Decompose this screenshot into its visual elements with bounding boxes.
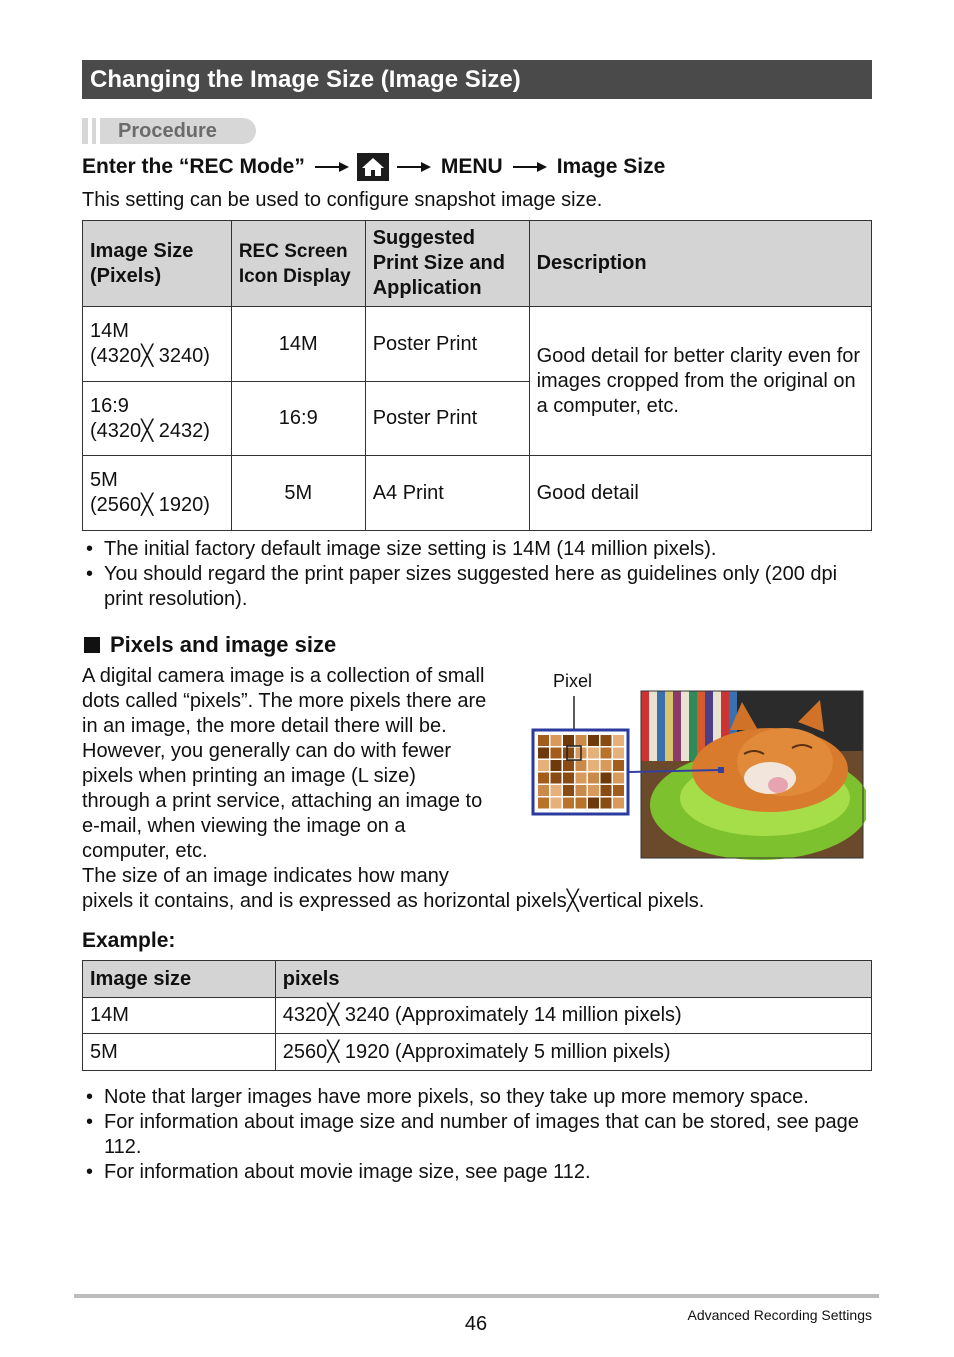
pixel-square (613, 760, 624, 771)
section-title: Pixels and image size (110, 632, 337, 657)
pixel-square (613, 735, 624, 746)
paragraph-line: in an image, the more detail there will be. (82, 715, 447, 737)
pixel-square (576, 773, 587, 784)
icon-cell: 5M (231, 456, 365, 531)
footer-divider (74, 1294, 879, 1298)
pixel-square (588, 798, 599, 809)
list-item: • You should regard the print paper sizes suggested here as guidelines only (200 dpi print resolution). (82, 562, 872, 612)
list-item: • For information about movie image size, see page 112. (82, 1160, 872, 1185)
print-cell: Poster Print (365, 307, 529, 382)
step-target-text: Image Size (556, 155, 666, 178)
pixel-square (538, 760, 549, 771)
pixel-square (538, 798, 549, 809)
pixel-square (576, 735, 587, 746)
size-cell (83, 307, 232, 382)
size-value: 14M (90, 320, 129, 342)
pixel-square (563, 748, 574, 759)
paragraph-line: dots called “pixels”. The more pixels there are (82, 690, 487, 712)
notes-list (82, 537, 872, 612)
menu-path (82, 153, 665, 181)
pixel-square (588, 748, 599, 759)
table-header-row (83, 221, 872, 307)
size-value: 5M (90, 469, 118, 491)
page-title: Changing the Image Size (Image Size) (82, 60, 872, 99)
pixel-square (551, 785, 562, 796)
pixel-square (538, 773, 549, 784)
pixel-illustration (530, 690, 866, 860)
table-cell: 4320╳ 3240 (Approximately 14 million pixels) (275, 998, 871, 1034)
list-item: • Note that larger images have more pixels, so they take up more memory space. (82, 1085, 872, 1110)
paragraph-line: pixels it contains, and is expressed as horizontal pixels╳vertical pixels. (82, 890, 705, 912)
pixel-square (613, 748, 624, 759)
page-number: 46 (464, 1313, 488, 1335)
icon-cell: 14M (231, 307, 365, 382)
arrow-right-icon (513, 161, 547, 173)
pixel-label: Pixel (553, 671, 593, 691)
list-item: • The initial factory default image size setting is 14M (14 million pixels). (82, 537, 872, 562)
pixel-square (551, 773, 562, 784)
pixel-value: (2560╳ 1920) (90, 494, 210, 516)
table-row (83, 307, 872, 382)
pixel-square (588, 735, 599, 746)
procedure-label: Procedure (118, 120, 217, 142)
pixel-square (613, 798, 624, 809)
pixel-square (563, 798, 574, 809)
header-cell: Image Size (Pixels) (83, 221, 232, 307)
paragraph-line: A digital camera image is a collection of small (82, 665, 485, 687)
image-size-table (82, 220, 872, 531)
print-cell: A4 Print (365, 456, 529, 531)
header-cell: REC Screen Icon Display (231, 221, 365, 307)
pixel-square (601, 735, 612, 746)
size-value: 16:9 (90, 394, 129, 417)
table-row (83, 456, 872, 531)
pixel-square (538, 785, 549, 796)
arrow-right-icon (397, 161, 431, 173)
square-bullet-icon (84, 637, 100, 653)
paragraph-line: pixels when printing an image (L size) (82, 765, 416, 787)
pixel-square (588, 785, 599, 796)
pixel-square (601, 785, 612, 796)
pixel-square (538, 748, 549, 759)
print-cell: Poster Print (365, 382, 529, 456)
header-cell: Suggested Print Size and Application (365, 221, 529, 307)
paragraph-line: computer, etc. (82, 840, 208, 862)
step-enter-text: Enter the “REC Mode” (82, 155, 305, 178)
header-cell: Description (529, 221, 871, 307)
table-row (83, 1034, 872, 1071)
header-cell: pixels (275, 961, 871, 998)
paragraph-line: The size of an image indicates how many (82, 865, 449, 887)
pixel-square (551, 748, 562, 759)
pixel-square (601, 773, 612, 784)
pixel-value: (4320╳ 3240) (90, 345, 210, 367)
header-cell: Image size (83, 961, 276, 998)
pixel-square (576, 798, 587, 809)
arrow-right-icon (315, 161, 349, 173)
description-cell: Good detail (529, 456, 871, 531)
pixel-square (551, 798, 562, 809)
stripe-decoration (96, 118, 100, 144)
pixel-square (613, 773, 624, 784)
pixel-square (563, 773, 574, 784)
pixel-square (576, 760, 587, 771)
table-cell: 14M (83, 998, 276, 1034)
paragraph-line: However, you generally can do with fewer (82, 740, 452, 762)
procedure-tab (82, 118, 256, 144)
paragraph-line: e-mail, when viewing the image on a (82, 815, 406, 837)
home-icon (357, 153, 389, 181)
stripe-decoration (88, 118, 92, 144)
step-menu-text: MENU (440, 155, 503, 178)
table-row (83, 998, 872, 1034)
pixel-square (551, 760, 562, 771)
pixel-square (588, 773, 599, 784)
section-heading (82, 632, 336, 658)
table-header-row (83, 961, 872, 998)
pixel-square (601, 760, 612, 771)
pixel-square (538, 735, 549, 746)
example-label: Example: (82, 929, 176, 952)
table-cell: 5M (83, 1034, 276, 1071)
footer-section: Advanced Recording Settings (687, 1307, 872, 1323)
pixel-square (588, 760, 599, 771)
icon-cell: 16:9 (231, 382, 365, 456)
size-cell (83, 456, 232, 531)
pixel-square (601, 748, 612, 759)
description-cell: Good detail for better clarity even for images cropped from the original on a computer, etc. (529, 307, 871, 456)
pixel-square (576, 785, 587, 796)
list-item: • For information about image size and number of images that can be stored, see page 112. (82, 1110, 872, 1160)
intro-text: This setting can be used to configure snapshot image size. (82, 189, 603, 211)
example-table (82, 960, 872, 1071)
pixel-square (563, 785, 574, 796)
pixel-square (563, 735, 574, 746)
pixel-value: (4320╳ 2432) (90, 419, 210, 442)
pixel-square (563, 760, 574, 771)
pixel-square (551, 735, 562, 746)
paragraph-line: through a print service, attaching an image to (82, 790, 483, 812)
table-cell: 2560╳ 1920 (Approximately 5 million pixels) (275, 1034, 871, 1071)
notes-list (82, 1085, 872, 1185)
pixel-square (613, 785, 624, 796)
pixel-square (601, 798, 612, 809)
size-cell (83, 382, 232, 456)
